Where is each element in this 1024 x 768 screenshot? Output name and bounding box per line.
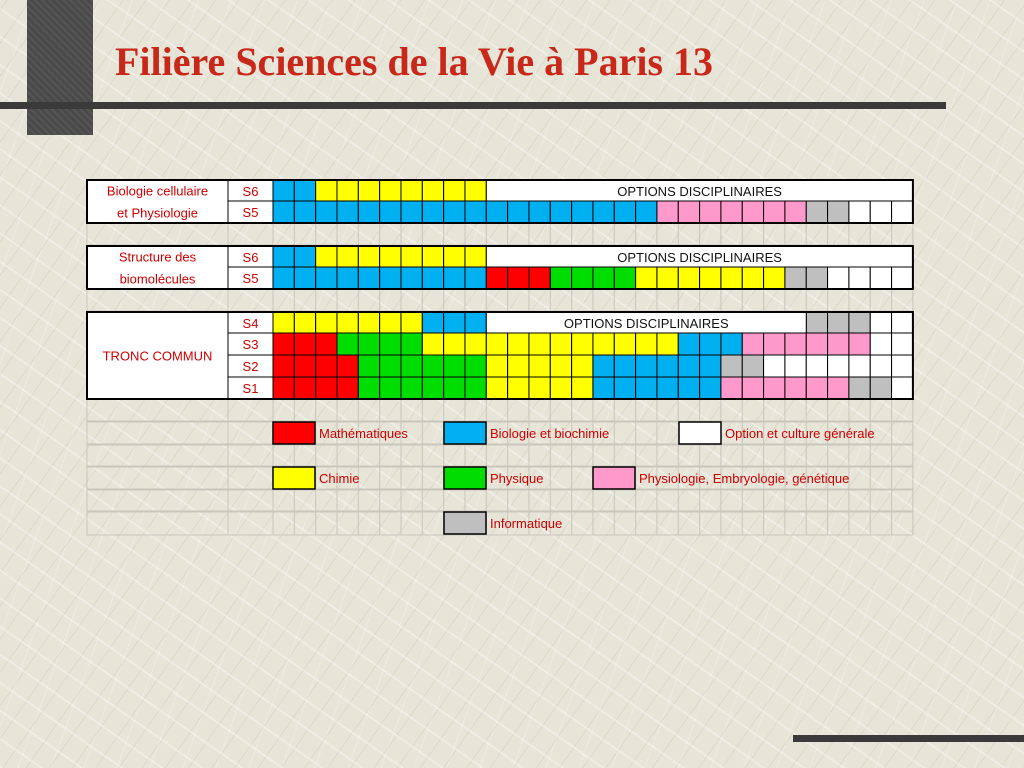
course-cell	[444, 377, 465, 399]
course-cell	[444, 355, 465, 377]
course-cell	[380, 377, 401, 399]
course-cell	[721, 355, 742, 377]
course-cell	[828, 312, 849, 334]
course-cell	[401, 201, 422, 223]
course-cell	[294, 180, 315, 202]
semester-label: S5	[242, 205, 259, 220]
empty-row-frame	[87, 444, 913, 466]
course-cell	[380, 180, 401, 202]
course-cell	[657, 267, 678, 289]
course-cell	[465, 355, 486, 377]
course-cell	[444, 312, 465, 334]
course-cell	[721, 201, 742, 223]
course-cell	[337, 312, 358, 334]
course-cell	[508, 355, 529, 377]
course-cell	[892, 201, 913, 223]
course-cell	[870, 377, 891, 399]
course-cell	[401, 377, 422, 399]
course-cell	[870, 201, 891, 223]
course-cell	[870, 267, 891, 289]
course-cell	[337, 246, 358, 268]
course-cell	[444, 201, 465, 223]
course-cell	[785, 333, 806, 355]
course-cell	[380, 333, 401, 355]
course-cell	[486, 267, 507, 289]
group-label: TRONC COMMUN	[102, 348, 213, 364]
course-cell	[422, 333, 443, 355]
options-label: OPTIONS DISCIPLINAIRES	[617, 250, 782, 265]
legend-label: Physiologie, Embryologie, génétique	[639, 471, 850, 486]
semester-label: S2	[242, 359, 259, 374]
course-cell	[529, 377, 550, 399]
semester-label: S5	[242, 271, 259, 286]
course-cell	[358, 267, 379, 289]
empty-row-frame	[87, 289, 913, 311]
footer-rule	[793, 735, 1024, 742]
course-cell	[529, 201, 550, 223]
course-cell	[444, 333, 465, 355]
course-cell	[593, 333, 614, 355]
course-cell	[316, 246, 337, 268]
course-cell	[764, 267, 785, 289]
semester-label: S6	[242, 184, 259, 199]
course-cell	[572, 201, 593, 223]
legend-label: Informatique	[490, 516, 563, 531]
course-cell	[636, 201, 657, 223]
course-cell	[550, 355, 571, 377]
course-cell	[337, 267, 358, 289]
course-cell	[337, 355, 358, 377]
group-label: et Physiologie	[117, 205, 198, 221]
course-cell	[316, 333, 337, 355]
course-cell	[614, 201, 635, 223]
course-cell	[444, 267, 465, 289]
page-title: Filière Sciences de la Vie à Paris 13	[115, 39, 714, 84]
course-cell	[806, 377, 827, 399]
course-cell	[358, 333, 379, 355]
course-cell	[806, 355, 827, 377]
course-cell	[678, 355, 699, 377]
course-cell	[849, 355, 870, 377]
course-cell	[465, 333, 486, 355]
course-cell	[657, 333, 678, 355]
course-cell	[465, 180, 486, 202]
course-cell	[358, 312, 379, 334]
course-cell	[892, 333, 913, 355]
course-cell	[678, 377, 699, 399]
course-cell	[870, 333, 891, 355]
course-cell	[785, 201, 806, 223]
course-cell	[273, 377, 294, 399]
course-cell	[849, 333, 870, 355]
course-cell	[422, 355, 443, 377]
semester-label: S3	[242, 337, 259, 352]
legend-swatch	[593, 467, 635, 489]
course-cell	[764, 201, 785, 223]
semester-label: S4	[242, 316, 259, 331]
course-cell	[806, 267, 827, 289]
course-cell	[401, 312, 422, 334]
course-cell	[486, 355, 507, 377]
course-cell	[401, 246, 422, 268]
course-cell	[316, 180, 337, 202]
semester-label: S6	[242, 250, 259, 265]
course-cell	[444, 180, 465, 202]
course-cell	[742, 377, 763, 399]
course-cell	[636, 267, 657, 289]
options-label: OPTIONS DISCIPLINAIRES	[617, 184, 782, 199]
course-cell	[486, 201, 507, 223]
course-cell	[337, 180, 358, 202]
course-cell	[700, 333, 721, 355]
course-cell	[422, 201, 443, 223]
course-cell	[721, 333, 742, 355]
course-cell	[273, 180, 294, 202]
course-cell	[572, 377, 593, 399]
legend-swatch	[444, 512, 486, 534]
course-cell	[422, 377, 443, 399]
course-cell	[444, 246, 465, 268]
semester-label: S1	[242, 381, 259, 396]
group-label: Biologie cellulaire	[106, 183, 209, 199]
course-cell	[401, 267, 422, 289]
course-cell	[657, 355, 678, 377]
course-cell	[422, 180, 443, 202]
course-cell	[550, 201, 571, 223]
course-cell	[380, 201, 401, 223]
course-cell	[828, 333, 849, 355]
course-cell	[742, 267, 763, 289]
course-cell	[785, 355, 806, 377]
course-cell	[742, 355, 763, 377]
course-cell	[294, 246, 315, 268]
course-cell	[294, 377, 315, 399]
course-cell	[828, 201, 849, 223]
course-cell	[742, 201, 763, 223]
course-cell	[529, 333, 550, 355]
course-cell	[508, 377, 529, 399]
options-label: OPTIONS DISCIPLINAIRES	[563, 316, 729, 331]
course-cell	[614, 267, 635, 289]
course-cell	[572, 267, 593, 289]
course-cell	[294, 267, 315, 289]
course-cell	[465, 267, 486, 289]
course-cell	[508, 333, 529, 355]
course-cell	[849, 201, 870, 223]
course-cell	[316, 355, 337, 377]
course-cell	[508, 267, 529, 289]
legend-label: Biologie et biochimie	[490, 426, 610, 441]
empty-row-frame	[87, 399, 913, 421]
course-cell	[572, 333, 593, 355]
course-cell	[465, 246, 486, 268]
course-cell	[316, 377, 337, 399]
course-cell	[294, 333, 315, 355]
course-cell	[892, 355, 913, 377]
course-cell	[593, 355, 614, 377]
course-cell	[529, 355, 550, 377]
course-cell	[700, 267, 721, 289]
course-cell	[892, 377, 913, 399]
course-cell	[294, 201, 315, 223]
course-cell	[422, 267, 443, 289]
course-cell	[337, 377, 358, 399]
course-cell	[700, 377, 721, 399]
course-cell	[806, 312, 827, 334]
course-cell	[358, 377, 379, 399]
course-cell	[806, 201, 827, 223]
course-cell	[358, 246, 379, 268]
course-cell	[380, 355, 401, 377]
empty-row-frame	[87, 489, 913, 511]
course-cell	[550, 333, 571, 355]
course-cell	[273, 355, 294, 377]
course-cell	[785, 267, 806, 289]
course-cell	[337, 333, 358, 355]
course-cell	[614, 333, 635, 355]
course-cell	[486, 333, 507, 355]
legend-swatch	[679, 422, 721, 444]
course-cell	[614, 355, 635, 377]
course-cell	[401, 355, 422, 377]
course-cell	[316, 267, 337, 289]
course-cell	[422, 246, 443, 268]
course-cell	[550, 377, 571, 399]
legend-label: Option et culture générale	[725, 426, 875, 441]
course-cell	[764, 377, 785, 399]
course-cell	[700, 355, 721, 377]
course-cell	[828, 267, 849, 289]
course-cell	[358, 180, 379, 202]
course-cell	[657, 201, 678, 223]
course-cell	[593, 377, 614, 399]
course-cell	[742, 333, 763, 355]
course-cell	[849, 312, 870, 334]
course-cell	[273, 333, 294, 355]
course-cell	[380, 312, 401, 334]
legend-swatch	[273, 422, 315, 444]
course-cell	[529, 267, 550, 289]
course-cell	[316, 201, 337, 223]
legend-swatch	[273, 467, 315, 489]
course-cell	[870, 355, 891, 377]
course-cell	[636, 377, 657, 399]
course-cell	[401, 180, 422, 202]
course-cell	[273, 312, 294, 334]
course-cell	[380, 246, 401, 268]
group-label: Structure des	[118, 249, 197, 265]
course-cell	[380, 267, 401, 289]
course-cell	[294, 355, 315, 377]
course-cell	[657, 377, 678, 399]
course-cell	[892, 267, 913, 289]
course-cell	[486, 377, 507, 399]
course-cell	[636, 355, 657, 377]
course-cell	[294, 312, 315, 334]
group-label: biomolécules	[119, 271, 196, 287]
course-cell	[465, 377, 486, 399]
course-cell	[358, 355, 379, 377]
course-cell	[700, 201, 721, 223]
course-cell	[721, 377, 742, 399]
course-cell	[785, 377, 806, 399]
course-cell	[721, 267, 742, 289]
course-cell	[593, 201, 614, 223]
course-cell	[678, 333, 699, 355]
course-cell	[550, 267, 571, 289]
course-cell	[401, 333, 422, 355]
course-cell	[465, 201, 486, 223]
legend-swatch	[444, 467, 486, 489]
course-cell	[508, 201, 529, 223]
course-cell	[614, 377, 635, 399]
legend-swatch	[444, 422, 486, 444]
course-cell	[764, 355, 785, 377]
course-cell	[422, 312, 443, 334]
course-cell	[678, 201, 699, 223]
course-cell	[764, 333, 785, 355]
course-cell	[870, 312, 891, 334]
course-cell	[273, 267, 294, 289]
course-cell	[273, 246, 294, 268]
course-cell	[572, 355, 593, 377]
course-cell	[636, 333, 657, 355]
course-cell	[849, 267, 870, 289]
course-cell	[828, 355, 849, 377]
course-cell	[849, 377, 870, 399]
course-cell	[273, 201, 294, 223]
course-cell	[678, 267, 699, 289]
course-cell	[593, 267, 614, 289]
course-cell	[828, 377, 849, 399]
course-cell	[892, 312, 913, 334]
empty-row-frame	[87, 223, 913, 245]
legend-label: Mathématiques	[319, 426, 408, 441]
legend-label: Chimie	[319, 471, 360, 486]
course-cell	[358, 201, 379, 223]
course-cell	[316, 312, 337, 334]
course-cell	[337, 201, 358, 223]
course-cell	[806, 333, 827, 355]
legend-label: Physique	[490, 471, 544, 486]
course-cell	[465, 312, 486, 334]
